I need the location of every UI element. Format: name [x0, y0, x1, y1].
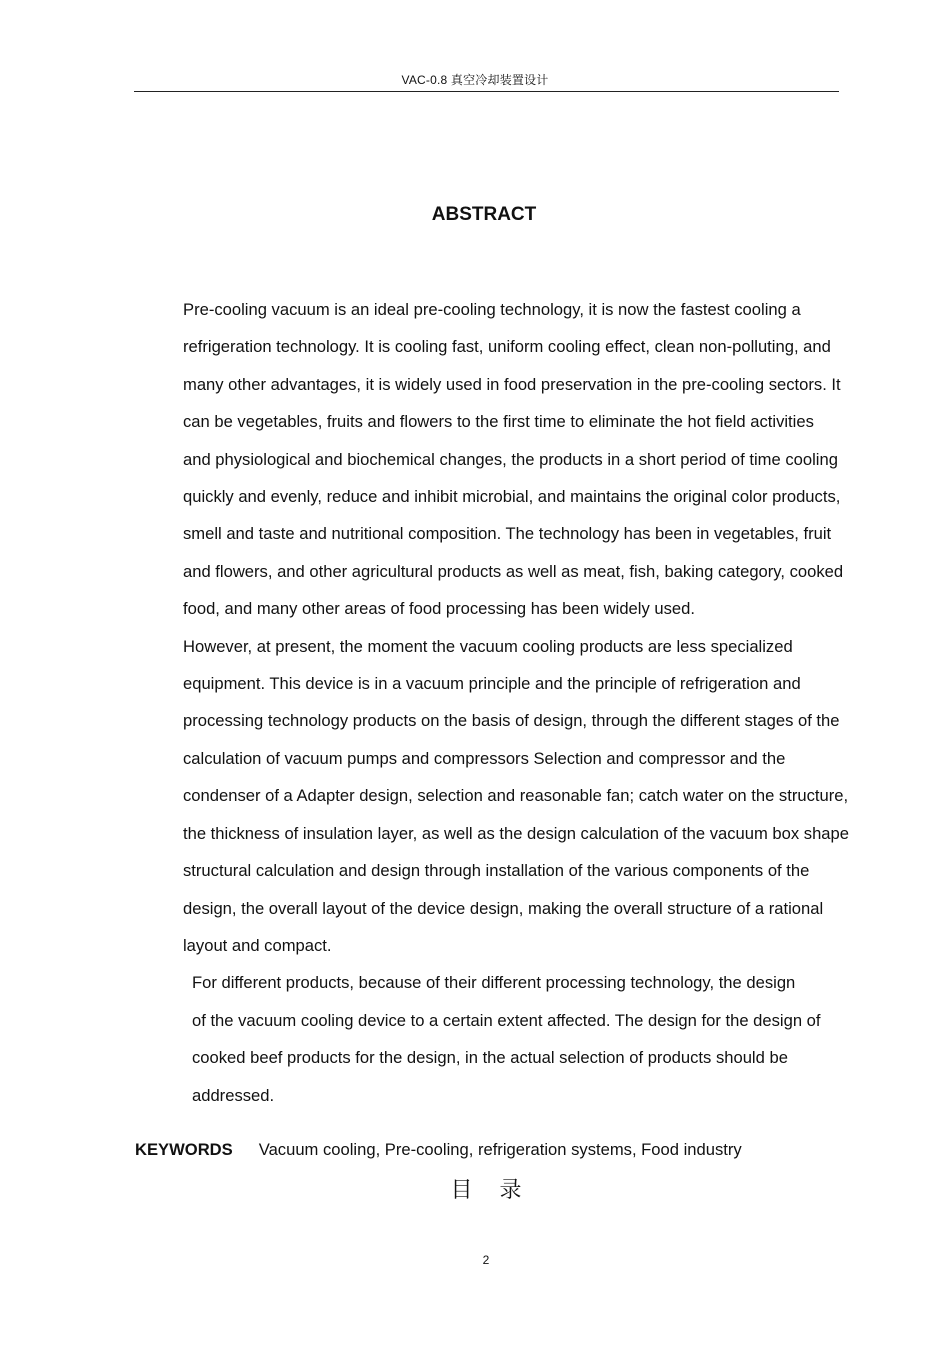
paragraph-line: structural calculation and design through installation of the various components of the [183, 861, 810, 881]
page-number: 2 [482, 1253, 490, 1267]
paragraph-line: quickly and evenly, reduce and inhibit microbial, and maintains the original color products, [183, 487, 841, 507]
keywords-line [135, 1140, 742, 1160]
abstract-title: ABSTRACT [431, 204, 537, 225]
toc-title: 目 录 [450, 1178, 522, 1203]
paragraph-line: addressed. [192, 1085, 275, 1105]
paragraph-line: many other advantages, it is widely used in food preservation in the pre-cooling sectors. It [183, 374, 841, 394]
paragraph-line: processing technology products on the basis of design, through the different stages of the [183, 711, 840, 731]
paragraph-line: calculation of vacuum pumps and compressors Selection and compressor and the [183, 748, 786, 768]
header-title: VAC-0.8 真空冷却装置设计 [401, 73, 549, 87]
abstract-paragraph-1 [135, 291, 860, 628]
paragraph-line: and physiological and biochemical changes, the products in a short period of time cooling [183, 449, 838, 469]
header-rule [134, 91, 839, 92]
paragraph-line: smell and taste and nutritional composition. The technology has been in vegetables, fruit [183, 524, 832, 544]
paragraph-line: layout and compact. [183, 935, 332, 955]
paragraph-line: equipment. This device is in a vacuum principle and the principle of refrigeration and [183, 674, 801, 694]
abstract-paragraph-3 [135, 964, 860, 1114]
paragraph-line: refrigeration technology. It is cooling fast, uniform cooling effect, clean non-polluting, and [183, 337, 831, 357]
paragraph-line: food, and many other areas of food processing has been widely used. [183, 599, 695, 619]
paragraph-line: Pre-cooling vacuum is an ideal pre-cooling technology, it is now the fastest cooling a [183, 300, 801, 319]
paragraph-line: cooked beef products for the design, in the actual selection of products should be [192, 1048, 788, 1068]
paragraph-line: can be vegetables, fruits and flowers to the first time to eliminate the hot field activities [183, 412, 814, 432]
keywords-value: Vacuum cooling, Pre-cooling, refrigeration systems, Food industry [258, 1140, 742, 1159]
paragraph-line: the thickness of insulation layer, as well as the design calculation of the vacuum box shape [183, 823, 849, 843]
paragraph-line: However, at present, the moment the vacuum cooling products are less specialized [183, 636, 793, 656]
keywords-label: KEYWORDS [135, 1140, 233, 1159]
paragraph-line: of the vacuum cooling device to a certain extent affected. The design for the design of [192, 1010, 821, 1030]
paragraph-line: and flowers, and other agricultural products as well as meat, fish, baking category, cooked [183, 561, 844, 581]
abstract-paragraph-2 [135, 628, 860, 965]
paragraph-line: design, the overall layout of the device design, making the overall structure of a rational [183, 898, 824, 918]
abstract-body [135, 291, 860, 1114]
paragraph-line: For different products, because of their different processing technology, the design [192, 973, 796, 993]
paragraph-line: condenser of a Adapter design, selection and reasonable fan; catch water on the structure, [183, 786, 849, 806]
